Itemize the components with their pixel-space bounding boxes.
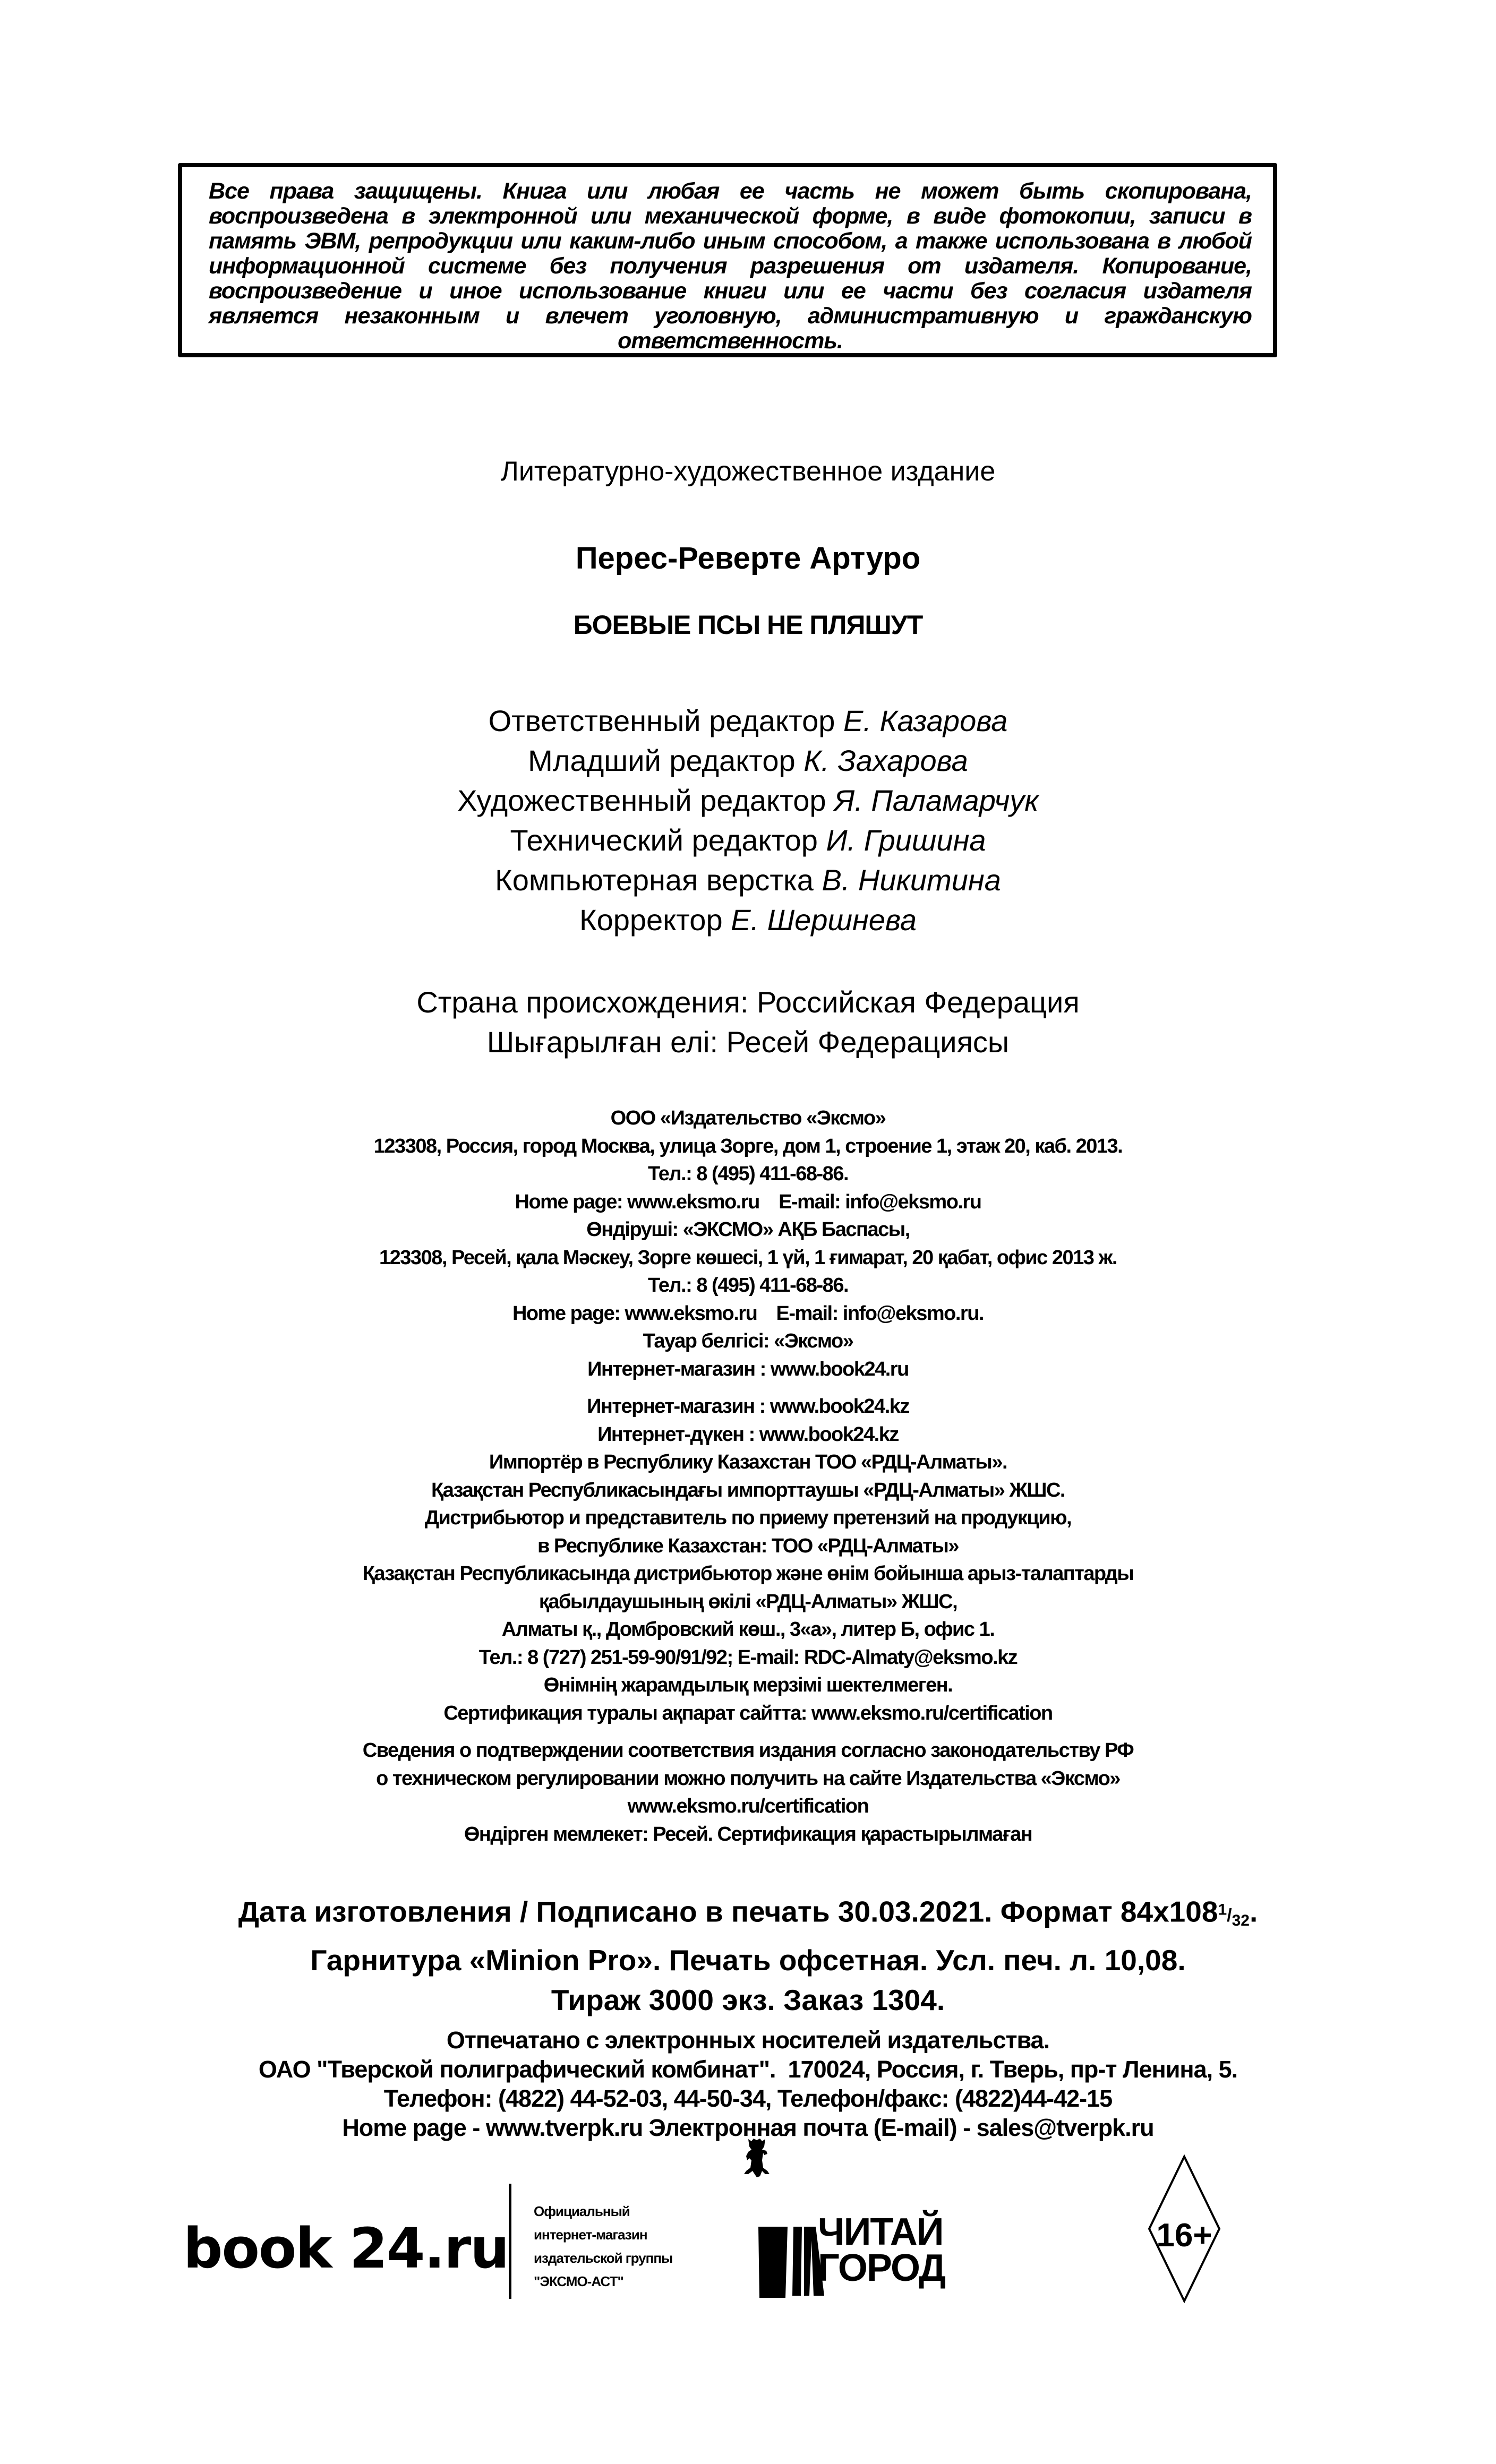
printer-line-3: Телефон: (4822) 44-52-03, 44-50-34, Телефон/факс: (4822)44-42-15 [383, 2085, 1113, 2112]
printer-line-1: Отпечатано с электронных носителей издательства. [446, 2027, 1050, 2054]
credit-role: Компьютерная верстка [495, 863, 814, 897]
distributor-kz-1: Қазақстан Республикасында дистрибьютор және өнім бойынша арыз-талаптарды [362, 1562, 1134, 1585]
publisher-name: ООО «Издательство «Эксмо» [610, 1107, 886, 1129]
publisher-phone-kz: Тел.: 8 (495) 411-68-86. [647, 1274, 849, 1297]
almaty-contacts: Тел.: 8 (727) 251-59-90/91/92; E-mail: RDC-Almaty@eksmo.kz [478, 1646, 1018, 1669]
almaty-address: Алматы қ., Домбровский көш., 3«а», литер Б, офис 1. [501, 1618, 995, 1641]
credit-person: Е. Шершнева [731, 903, 917, 937]
credit-row [0, 701, 1496, 741]
importer-ru: Импортёр в Республику Казахстан ТОО «РДЦ-Алматы». [489, 1451, 1007, 1473]
credit-row [0, 741, 1496, 780]
publisher-address-ru: 123308, Россия, город Москва, улица Зорге, дом 1, строение 1, этаж 20, каб. 2013. [373, 1135, 1123, 1157]
tver-bear-emblem-icon [741, 2137, 773, 2179]
credit-role: Художественный редактор [457, 784, 826, 817]
print-date-text: Дата изготовления / Подписано в печать 30.03.2021. Формат 84х108 [238, 1895, 1218, 1928]
shelf-life-kz: Өнімнің жарамдылық мерзімі шектелмеген. [543, 1674, 953, 1696]
credit-role: Ответственный редактор [488, 704, 835, 737]
online-shop-ru [0, 1355, 1496, 1384]
print-run-info: Тираж 3000 экз. Заказ 1304. [551, 1984, 945, 2017]
conformity-line-2: о техническом регулировании можно получить на сайте Издательства «Эксмо» [376, 1767, 1120, 1790]
credit-person: И. Гришина [826, 823, 986, 857]
chitai-gorod-line-1: ЧИТАЙ [818, 2211, 943, 2253]
publisher-info [0, 1104, 1496, 1848]
official-shop-caption [534, 2200, 672, 2293]
distributor-ru-1: Дистрибьютор и представитель по приему претензий на продукцию, [424, 1507, 1072, 1529]
credit-row [0, 780, 1496, 820]
distributor-kz-2: қабылдаушының өкілі «РДЦ-Алматы» ЖШС, [538, 1590, 958, 1613]
online-shop-url: : www.book24.kz [754, 1395, 909, 1418]
distributor-ru-2: в Республике Казахстан: ТОО «РДЦ-Алматы» [537, 1534, 959, 1557]
format-numerator: 1 [1218, 1901, 1227, 1919]
chitai-gorod-line-2: ГОРОД [818, 2247, 945, 2289]
author-name: Перес-Реверте Артуро [575, 541, 921, 576]
typeface-info: Гарнитура «Minion Pro». Печать офсетная. Усл. печ. л. 10,08. [310, 1944, 1186, 1977]
online-shop-label: Интернет-магазин [587, 1395, 755, 1418]
conformity-kz: Өндірген мемлекет: Ресей. Сертификация қарастырылмаған [464, 1823, 1032, 1845]
trademark-kz: Тауар белгісі: «Эксмо» [643, 1330, 853, 1352]
official-caption-line: Официальный [534, 2203, 630, 2219]
logo-divider [509, 2184, 511, 2299]
credit-role: Младший редактор [528, 744, 796, 777]
edition-type: Литературно-художественное издание [500, 456, 996, 487]
credit-role: Технический редактор [510, 823, 818, 857]
printer-line-4: Home page - www.tverpk.ru Электронная почта (E-mail) - sales@tverpk.ru [342, 2114, 1154, 2141]
credit-person: Е. Казарова [843, 704, 1008, 737]
conformity-line-1: Сведения о подтверждении соответствия издания согласно законодательству РФ [362, 1739, 1134, 1762]
credit-person: К. Захарова [803, 744, 968, 777]
print-date-suffix: . [1249, 1895, 1258, 1928]
credit-row [0, 820, 1496, 860]
printer-line-2: ОАО "Тверской полиграфический комбинат". 170024, Россия, г. Тверь, пр-т Ленина, 5. [258, 2056, 1238, 2083]
online-shop-kz [0, 1393, 1496, 1421]
importer-kz: Қазақстан Республикасындағы импорттаушы «РДЦ-Алматы» ЖШС. [431, 1479, 1065, 1501]
credit-person: В. Никитина [822, 863, 1001, 897]
online-shop-kz-alt [0, 1421, 1496, 1449]
credit-person: Я. Паламарчук [834, 784, 1039, 817]
format-denominator: 32 [1232, 1912, 1250, 1930]
credit-row [0, 900, 1496, 940]
printer-info [0, 2025, 1496, 2142]
conformity-url: www.eksmo.ru/certification [627, 1795, 869, 1817]
copyright-notice-text: Все права защищены. Книга или любая ее часть не может быть скопирована, воспроизведена в электронной или механической форме, в виде фотокопии, записи в память ЭВМ, репродукции или каким-либо иным способом, а также использована в любой информационной системе без получения разрешения от издателя. Копирование, воспроизведение и иное использование книги или ее части без согласия издателя является незаконным и влечет уголовную, административную и гражданскую ответственность. [209, 178, 1252, 354]
book24-logo: book 24.ru [183, 2216, 509, 2281]
country-of-origin [0, 982, 1496, 1062]
online-shop-url: : www.book24.kz [743, 1423, 899, 1446]
publisher-address-kz: 123308, Ресей, қала Мәскеу, Зорге көшесі, 1 үй, 1 ғимарат, 20 қабат, офис 2013 ж. [379, 1246, 1117, 1269]
official-caption-line: "ЭКСМО-АСТ" [534, 2273, 623, 2289]
official-caption-line: издательской группы [534, 2250, 673, 2266]
credits-list [0, 701, 1496, 940]
country-ru: Страна происхождения: Российская Федерация [416, 985, 1080, 1019]
chitai-gorod-wordmark [818, 2211, 945, 2289]
copyright-notice-box [178, 163, 1277, 357]
credit-role: Корректор [579, 903, 723, 937]
official-caption-line: интернет-магазин [534, 2227, 647, 2243]
online-shop-url: : www.book24.ru [755, 1358, 909, 1380]
credit-row [0, 860, 1496, 900]
print-info [0, 1890, 1496, 2020]
age-rating-label: 16+ [1156, 2217, 1212, 2254]
country-kz: Шығарылған елі: Ресей Федерациясы [486, 1025, 1010, 1059]
format-fraction: $^1/_{32}$ [1218, 1901, 1250, 1930]
online-shop-label: Интернет-дүкен [597, 1423, 744, 1446]
publisher-phone-ru: Тел.: 8 (495) 411-68-86. [647, 1163, 849, 1185]
publisher-web-kz: Home page: www.eksmo.ru E-mail: info@eksmo.ru. [512, 1302, 984, 1325]
print-date-format [0, 1890, 1496, 1941]
online-shop-label: Интернет-магазин [587, 1358, 755, 1380]
producer-kz: Өндіруші: «ЭКСМО» АҚБ Баспасы, [586, 1218, 910, 1241]
book-title: БОЕВЫЕ ПСЫ НЕ ПЛЯШУТ [573, 610, 923, 640]
chitai-gorod-logo-icon [758, 2225, 827, 2299]
certification-kz: Сертификация туралы ақпарат сайтта: www.eksmo.ru/certification [443, 1702, 1053, 1724]
publisher-web-ru: Home page: www.eksmo.ru E-mail: info@eksmo.ru [515, 1190, 981, 1213]
